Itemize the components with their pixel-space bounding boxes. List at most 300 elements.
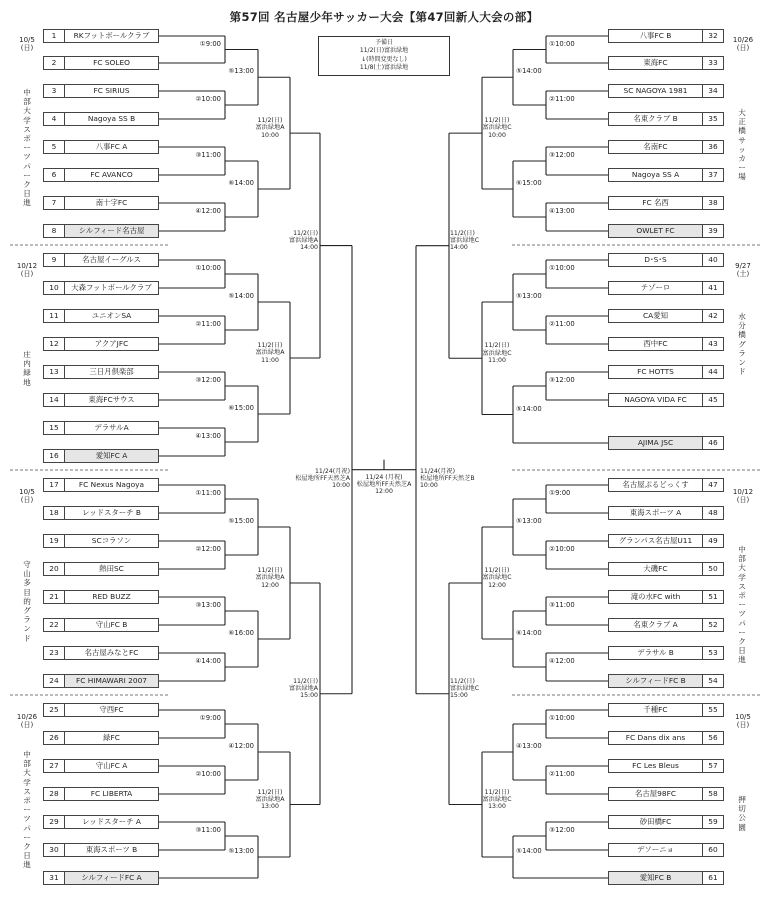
team-name: FC Nexus Nagoya	[78, 480, 145, 489]
team-number: 24	[44, 675, 65, 687]
team-name: 砂田橋FC	[639, 817, 672, 826]
team-row	[608, 365, 724, 379]
match-label: ①9:00	[549, 489, 571, 497]
venue-name: 中部大学スポーツパーク日進	[738, 545, 746, 665]
round-label	[250, 342, 290, 364]
match-label: ④12:00	[549, 657, 575, 665]
match-label: ④12:00	[195, 207, 221, 215]
team-name: 滝の水FC with	[630, 592, 681, 601]
round-label-line: 富浜緑地A	[255, 124, 285, 132]
date-line: (日)	[20, 721, 34, 729]
match-label: ②11:00	[195, 320, 221, 328]
note-line: ↓(時間変更なし)	[361, 55, 407, 63]
match-label: ③12:00	[549, 826, 575, 834]
team-row	[43, 787, 159, 801]
team-name: デラサル B	[637, 648, 674, 657]
team-number: 7	[44, 197, 65, 209]
team-number: 42	[702, 310, 723, 322]
team-number: 50	[702, 563, 723, 575]
team-row	[608, 393, 724, 407]
team-name: SCコラソン	[91, 536, 132, 545]
team-number: 11	[44, 310, 65, 322]
match-label: ②10:00	[195, 95, 221, 103]
team-number: 5	[44, 141, 65, 153]
match-label: ⑤13:00	[228, 67, 254, 76]
team-row	[608, 562, 724, 576]
team-name: FC Dans dix ans	[625, 733, 686, 742]
team-number: 44	[702, 366, 723, 378]
team-number: 17	[44, 479, 65, 491]
round-label-line: 11/2(日)	[293, 677, 318, 685]
team-name: FC 名西	[642, 198, 669, 207]
round-label-line: 富浜緑地C	[482, 795, 512, 803]
match-label: ⑤15:00	[228, 517, 254, 525]
team-row	[608, 196, 724, 210]
match-label: ②11:00	[549, 320, 575, 328]
team-row	[43, 506, 159, 520]
team-name: Nagoya SS A	[631, 170, 680, 179]
date-line: (日)	[736, 721, 750, 729]
match-label: ②10:00	[195, 770, 221, 778]
team-row	[43, 590, 159, 604]
team-row	[43, 871, 159, 885]
match-label: ③12:00	[195, 376, 221, 384]
round-label	[250, 678, 318, 700]
team-number: 16	[44, 450, 65, 462]
round-label-line: 10:00	[420, 482, 438, 490]
team-name: 南十字FC	[95, 198, 128, 207]
team-name: 西中FC	[643, 339, 668, 348]
team-number: 33	[702, 57, 723, 69]
team-name: FC SOLEO	[93, 58, 130, 67]
team-row	[608, 309, 724, 323]
round-label-line: 11/24(月祝)	[420, 467, 456, 475]
round-label	[250, 567, 290, 589]
team-number: 41	[702, 282, 723, 294]
final-label-line: 12:00	[375, 488, 393, 496]
team-row	[43, 618, 159, 632]
match-label: ⑥14:00	[516, 629, 542, 637]
schedule-date	[12, 488, 42, 504]
venue-name: 水分橋グランド	[738, 312, 746, 377]
match-label: ②12:00	[195, 545, 221, 553]
round-label	[477, 567, 517, 589]
round-label-line: 11/2(日)	[293, 229, 318, 237]
match-label: ②10:00	[549, 545, 575, 553]
team-row	[43, 168, 159, 182]
round-label-line: 11:00	[261, 356, 279, 364]
date-line: 10/5	[19, 36, 35, 44]
match-label: ③11:00	[195, 826, 221, 834]
date-line: 9/27	[735, 262, 751, 270]
round-label-line: 13:00	[261, 803, 279, 811]
team-name: 名古屋イーグルス	[82, 255, 141, 264]
round-label-line: 11/2(日)	[484, 342, 510, 350]
match-label: ⑥16:00	[228, 629, 254, 637]
team-number: 25	[44, 704, 65, 716]
team-row	[43, 534, 159, 548]
round-label	[282, 468, 350, 490]
match-label: ①10:00	[549, 39, 575, 48]
team-row	[43, 393, 159, 407]
round-label	[450, 230, 510, 252]
team-row	[43, 56, 159, 70]
team-number: 6	[44, 169, 65, 181]
date-line: (土)	[736, 270, 750, 278]
team-row	[608, 506, 724, 520]
team-name: デラサルA	[94, 423, 129, 432]
match-label: ⑤14:00	[228, 292, 254, 300]
team-row	[608, 759, 724, 773]
team-row	[43, 253, 159, 267]
round-label	[477, 117, 517, 139]
team-number: 15	[44, 422, 65, 434]
date-line: 10/26	[16, 713, 38, 721]
match-label: ⑤13:00	[228, 847, 254, 855]
team-number: 21	[44, 591, 65, 603]
schedule-date	[728, 713, 758, 729]
team-number: 12	[44, 338, 65, 350]
team-row	[608, 436, 724, 450]
team-name: AJIMA JSC	[637, 438, 674, 447]
round-label-line: 富浜緑地A	[255, 349, 285, 357]
venue-name: 押切公園	[738, 795, 746, 832]
team-row	[43, 421, 159, 435]
date-line: (日)	[20, 270, 34, 278]
team-number: 45	[702, 394, 723, 406]
schedule-date	[728, 36, 758, 52]
team-row	[608, 478, 724, 492]
team-number: 4	[44, 113, 65, 125]
team-row	[43, 562, 159, 576]
team-name: 東海FC	[643, 58, 668, 67]
team-row	[43, 112, 159, 126]
team-number: 43	[702, 338, 723, 350]
match-label: ④13:00	[516, 742, 542, 750]
team-name: 東海スポーツ A	[629, 508, 682, 517]
team-number: 31	[44, 872, 65, 884]
team-number: 35	[702, 113, 723, 125]
team-number: 57	[702, 760, 723, 772]
team-name: 八事FC A	[95, 142, 128, 151]
team-row	[43, 337, 159, 351]
match-label: ①11:00	[195, 489, 221, 497]
team-name: 名古屋みなとFC	[84, 648, 139, 657]
round-label	[258, 230, 318, 252]
round-label	[477, 342, 517, 364]
team-row	[608, 731, 724, 745]
round-label-line: 富浜緑地A	[289, 236, 318, 244]
team-name: 八事FC B	[639, 31, 672, 40]
team-name: アクアJFC	[94, 339, 129, 348]
round-label-line: 松屋地所FF天然芝A	[295, 474, 350, 482]
team-number: 9	[44, 254, 65, 266]
team-row	[43, 140, 159, 154]
round-label-line: 14:00	[450, 244, 468, 252]
team-row	[43, 29, 159, 43]
venue-name: 中部大学スポーツパーク日進	[23, 750, 31, 870]
round-label-line: 11/2(日)	[484, 567, 510, 574]
date-line: (日)	[736, 496, 750, 504]
match-label: ⑥15:00	[516, 179, 542, 187]
round-label-line: 13:00	[488, 803, 506, 811]
match-label: ⑤13:00	[516, 292, 542, 300]
team-name: 名南FC	[643, 142, 668, 151]
match-label: ⑤14:00	[516, 67, 542, 76]
team-row	[43, 703, 159, 717]
team-number: 36	[702, 141, 723, 153]
date-line: (日)	[20, 44, 34, 52]
team-name: FC AVANCO	[90, 170, 133, 179]
team-row	[608, 29, 724, 43]
team-name: 熱田SC	[99, 564, 124, 573]
round-label	[450, 678, 518, 700]
team-number: 8	[44, 225, 65, 237]
team-row	[608, 787, 724, 801]
round-label-line: 12:00	[261, 581, 279, 589]
match-label: ②11:00	[549, 95, 575, 103]
schedule-date	[728, 262, 758, 278]
note-line: 11/2(日)富浜緑地	[359, 47, 409, 55]
team-number: 46	[702, 437, 723, 449]
round-label-line: 10:00	[261, 131, 279, 139]
round-label-line: 11/2(日)	[257, 567, 283, 574]
round-label	[250, 117, 290, 139]
match-label: ③11:00	[549, 601, 575, 609]
round-label-line: 11/2(日)	[450, 677, 475, 685]
team-name: FC LIBERTA	[90, 789, 133, 798]
team-row	[43, 815, 159, 829]
round-label	[420, 468, 490, 490]
round-label-line: 富浜緑地C	[482, 574, 512, 582]
match-label: ①9:00	[199, 39, 221, 48]
team-row	[608, 84, 724, 98]
team-row	[43, 449, 159, 463]
team-name: 大磯FC	[643, 564, 668, 573]
venue-name: 大正橋サッカー場	[738, 108, 746, 182]
round-label-line: 10:00	[488, 131, 506, 139]
team-name: SC NAGOYA 1981	[623, 86, 688, 95]
match-label: ⑤14:00	[516, 847, 542, 855]
team-name: 千種FC	[643, 705, 668, 714]
team-row	[43, 759, 159, 773]
team-number: 32	[702, 30, 723, 42]
team-number: 47	[702, 479, 723, 491]
team-name: OWLET FC	[636, 226, 675, 235]
round-label-line: 富浜緑地C	[482, 124, 512, 132]
team-row	[608, 674, 724, 688]
match-label: ⑥15:00	[228, 404, 254, 412]
round-label-line: 富浜緑地C	[482, 349, 512, 357]
team-number: 3	[44, 85, 65, 97]
team-row	[43, 196, 159, 210]
team-name: FC HOTTS	[637, 367, 674, 376]
team-row	[608, 281, 724, 295]
team-number: 53	[702, 647, 723, 659]
team-number: 58	[702, 788, 723, 800]
team-number: 22	[44, 619, 65, 631]
page-title: 第57回 名古屋少年サッカー大会【第47回新人大会の部】	[229, 10, 539, 24]
team-number: 61	[702, 872, 723, 884]
round-label-line: 11/2(日)	[484, 788, 510, 796]
round-label-line: 14:00	[300, 244, 318, 252]
round-label-line: 11/2(日)	[257, 117, 283, 125]
team-name: 守山FC B	[95, 620, 128, 629]
team-name: 三日月倶楽部	[89, 367, 134, 376]
team-row	[608, 534, 724, 548]
team-number: 49	[702, 535, 723, 547]
match-label: ⑥14:00	[228, 179, 254, 187]
team-row	[608, 224, 724, 238]
round-label-line: 11/2(日)	[257, 788, 283, 796]
round-label-line: 松屋地所FF天然芝B	[420, 474, 475, 482]
team-row	[43, 84, 159, 98]
team-name: Nagoya SS B	[87, 114, 136, 123]
team-number: 30	[44, 844, 65, 856]
team-name: 名東クラブ B	[633, 114, 678, 123]
match-label: ③12:00	[549, 376, 575, 384]
team-number: 51	[702, 591, 723, 603]
team-name: RKフットボールクラブ	[73, 31, 150, 40]
team-row	[608, 703, 724, 717]
team-number: 59	[702, 816, 723, 828]
final-label-line: 11/24 (月祝)	[365, 473, 403, 481]
team-row	[608, 815, 724, 829]
schedule-date	[12, 713, 42, 729]
team-name: FC SIRIUS	[93, 86, 130, 95]
schedule-date	[728, 488, 758, 504]
team-row	[608, 618, 724, 632]
match-label: ③13:00	[195, 601, 221, 609]
date-line: 10/26	[732, 36, 754, 44]
team-number: 1	[44, 30, 65, 42]
round-label-line: 15:00	[300, 692, 318, 700]
team-number: 2	[44, 57, 65, 69]
team-number: 60	[702, 844, 723, 856]
team-name: デソーニョ	[637, 845, 674, 854]
team-row	[43, 365, 159, 379]
team-number: 10	[44, 282, 65, 294]
team-number: 23	[44, 647, 65, 659]
team-number: 56	[702, 732, 723, 744]
team-name: レッドスターチ B	[81, 508, 141, 517]
team-number: 14	[44, 394, 65, 406]
note-line: 予備日	[374, 39, 393, 46]
team-name: 守山FC A	[95, 761, 128, 770]
round-label-line: 15:00	[450, 692, 468, 700]
round-label-line: 富浜緑地A	[255, 574, 285, 582]
team-name: FC Les Bleus	[632, 761, 679, 770]
team-name: 東海スポーツ B	[85, 845, 138, 854]
match-label: ⑤14:00	[516, 404, 542, 413]
round-label-line: 12:00	[488, 581, 506, 589]
date-line: 10/12	[16, 262, 38, 270]
schedule-date	[12, 262, 42, 278]
team-name: RED BUZZ	[92, 592, 131, 601]
team-row	[43, 731, 159, 745]
match-label: ⑤13:00	[516, 517, 542, 525]
team-row	[608, 337, 724, 351]
team-name: 守西FC	[99, 705, 124, 714]
match-label: ①10:00	[195, 264, 221, 272]
match-label: ④13:00	[195, 432, 221, 440]
team-number: 34	[702, 85, 723, 97]
team-row	[608, 646, 724, 660]
team-row	[43, 478, 159, 492]
team-row	[608, 843, 724, 857]
match-label: ①9:00	[199, 714, 221, 722]
team-number: 27	[44, 760, 65, 772]
team-number: 26	[44, 732, 65, 744]
note-line: 11/8(土)富浜緑地	[359, 64, 409, 72]
team-name: テゾーロ	[640, 283, 671, 292]
round-label-line: 11/2(日)	[257, 342, 283, 349]
team-row	[608, 871, 724, 885]
round-label-line: 富浜緑地C	[450, 685, 480, 693]
match-label: ②11:00	[549, 770, 575, 778]
team-name: NAGOYA VIDA FC	[624, 395, 687, 404]
team-number: 38	[702, 197, 723, 209]
team-row	[43, 224, 159, 238]
team-name: シルフィードFC B	[625, 676, 686, 685]
final-label-line: 松屋地所FF天然芝A	[356, 480, 412, 488]
match-label: ④12:00	[228, 742, 254, 750]
team-name: 大森フットボールクラブ	[71, 283, 152, 292]
venue-name: 守山多目的グランド	[23, 560, 31, 643]
team-row	[43, 843, 159, 857]
team-number: 54	[702, 675, 723, 687]
team-name: CA愛知	[643, 311, 668, 320]
venue-name: 中部大学スポーツパーク日進	[23, 88, 31, 208]
team-name: 名古屋ぷるどっくす	[622, 480, 689, 489]
team-name: シルフィードFC A	[81, 873, 142, 882]
team-row	[608, 56, 724, 70]
team-row	[43, 281, 159, 295]
team-row	[608, 168, 724, 182]
venue-name: 庄内緑地	[23, 350, 31, 387]
round-label-line: 11/2(日)	[484, 117, 510, 125]
round-label-line: 11:00	[488, 356, 506, 364]
round-label-line: 富浜緑地A	[289, 685, 318, 693]
round-label	[477, 789, 517, 811]
team-number: 39	[702, 225, 723, 237]
team-number: 29	[44, 816, 65, 828]
team-row	[608, 140, 724, 154]
team-number: 52	[702, 619, 723, 631]
team-row	[608, 112, 724, 126]
match-label: ④14:00	[195, 657, 221, 665]
team-row	[608, 590, 724, 604]
round-label-line: 11/24(月祝)	[314, 467, 350, 475]
round-label-line: 10:00	[332, 482, 350, 490]
schedule-date	[12, 36, 42, 52]
team-row	[43, 646, 159, 660]
match-label: ①10:00	[549, 714, 575, 722]
date-line: 10/5	[735, 713, 751, 721]
team-name: レッドスターチ A	[82, 817, 141, 826]
team-number: 13	[44, 366, 65, 378]
team-number: 40	[702, 254, 723, 266]
team-name: ユニオンSA	[91, 311, 132, 320]
team-row	[43, 309, 159, 323]
team-name: グランパス名古屋U11	[618, 536, 693, 545]
team-name: D･S･S	[644, 255, 667, 264]
team-number: 18	[44, 507, 65, 519]
team-name: 名古屋98FC	[635, 789, 676, 798]
final-label	[344, 474, 424, 496]
team-name: 愛知FC B	[639, 873, 672, 882]
team-name: 東海FCサウス	[88, 395, 135, 404]
